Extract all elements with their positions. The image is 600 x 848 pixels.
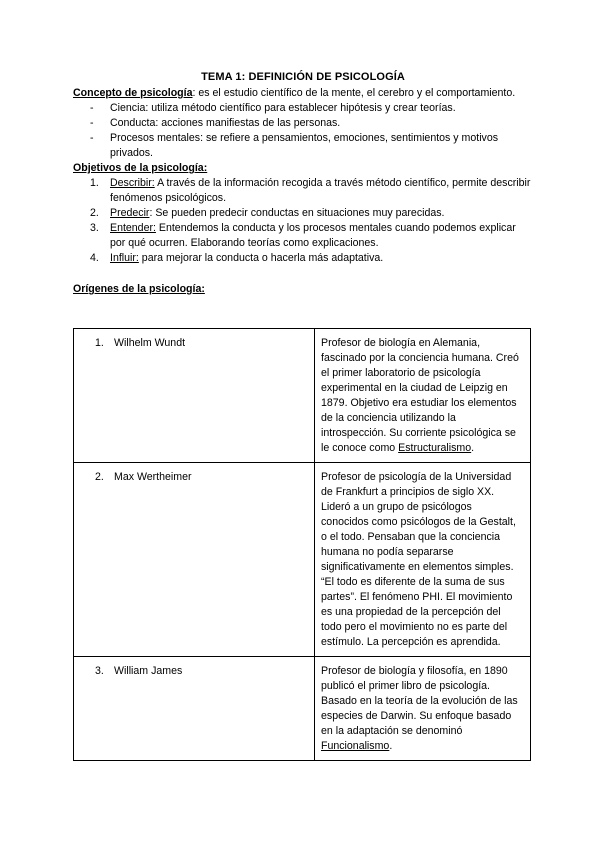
row-number: 2. — [95, 471, 104, 483]
list-item — [90, 251, 533, 266]
concepto-text: : es el estudio científico de la mente, el cerebro y el comportamiento. — [192, 87, 516, 99]
description-end: . — [471, 442, 475, 454]
list-item — [90, 206, 533, 221]
item-number: 2. — [90, 207, 99, 219]
item-number: 1. — [90, 177, 99, 189]
item-number: 4. — [90, 252, 99, 264]
list-item: - Ciencia: utiliza método científico para establecer hipótesis y crear teorías. — [90, 101, 533, 116]
person-name: William James — [114, 665, 183, 677]
item-term: Predecir — [110, 207, 150, 219]
table-row — [74, 463, 531, 657]
table-row — [74, 329, 531, 463]
concepto-paragraph — [73, 86, 533, 101]
row-number: 1. — [95, 337, 104, 349]
item-text: para mejorar la conducta o hacerla más adaptativa. — [138, 252, 384, 264]
list-item — [90, 176, 533, 206]
name-cell — [74, 463, 315, 657]
description-cell — [315, 657, 531, 761]
school-term: Funcionalismo — [321, 740, 390, 752]
person-name: Wilhelm Wundt — [114, 337, 186, 349]
page-title: TEMA 1: DEFINICIÓN DE PSICOLOGÍA — [201, 71, 405, 83]
document-page — [73, 70, 533, 297]
objetivos-heading: Objetivos de la psicología: — [73, 162, 208, 174]
list-item: - Conducta: acciones manifiestas de las personas. — [90, 116, 533, 131]
objetivos-list — [73, 176, 533, 266]
list-item: - Procesos mentales: se refiere a pensamientos, emociones, sentimientos y motivos privados. — [90, 131, 533, 161]
description-text: Profesor de biología en Alemania, fascinado por la conciencia humana. Creó el primer laboratorio de psicología experimental en la ciudad de Leipzig en 1879. Objetivo era estudiar los elementos de la conciencia utilizando la introspección. Su corriente psicológica se le conoce como — [321, 337, 519, 454]
item-text: A través de la información recogida a través método científico, permite describir fenómenos psicológicos. — [110, 177, 531, 204]
origenes-heading: Orígenes de la psicología: — [73, 283, 205, 295]
table-row — [74, 657, 531, 761]
origenes-table — [73, 328, 531, 761]
name-cell — [74, 657, 315, 761]
school-term: Estructuralismo — [398, 442, 472, 454]
description-text: Profesor de psicología de la Universidad de Frankfurt a principios de siglo XX. Lideró a un grupo de psicólogos conocidos como psicólogos de la Gestalt, o el todo. Pensaban que la conciencia humana no podía separarse significativamente en elementos simples. “El todo es diferente de la suma de sus partes”. El fenómeno PHI. El movimiento es una propiedad de la percepción del todo pero el movimiento no es parte del estímulo. La percepción es aprendida. — [321, 471, 516, 648]
concepto-heading: Concepto de psicología — [73, 87, 193, 99]
concepto-list — [73, 101, 533, 161]
description-text: Profesor de biología y filosofía, en 1890 publicó el primer libro de psicología. Basado en la teoría de la evolución de las especies de Darwin. Su enfoque basado en la adaptación se denominó — [321, 665, 518, 737]
description-cell — [315, 463, 531, 657]
row-number: 3. — [95, 665, 104, 677]
person-name: Max Wertheimer — [114, 471, 192, 483]
item-term: Entender: — [110, 222, 156, 234]
description-cell — [315, 329, 531, 463]
item-text: : Se pueden predecir conductas en situaciones muy parecidas. — [149, 207, 445, 219]
item-text: Entendemos la conducta y los procesos mentales cuando podemos explicar por qué ocurren. Elaborando teorías como explicaciones. — [110, 222, 516, 249]
item-term: Describir: — [110, 177, 155, 189]
item-term: Influir: — [110, 252, 139, 264]
list-item — [90, 221, 533, 251]
name-cell — [74, 329, 315, 463]
description-end: . — [389, 740, 393, 752]
item-number: 3. — [90, 222, 99, 234]
